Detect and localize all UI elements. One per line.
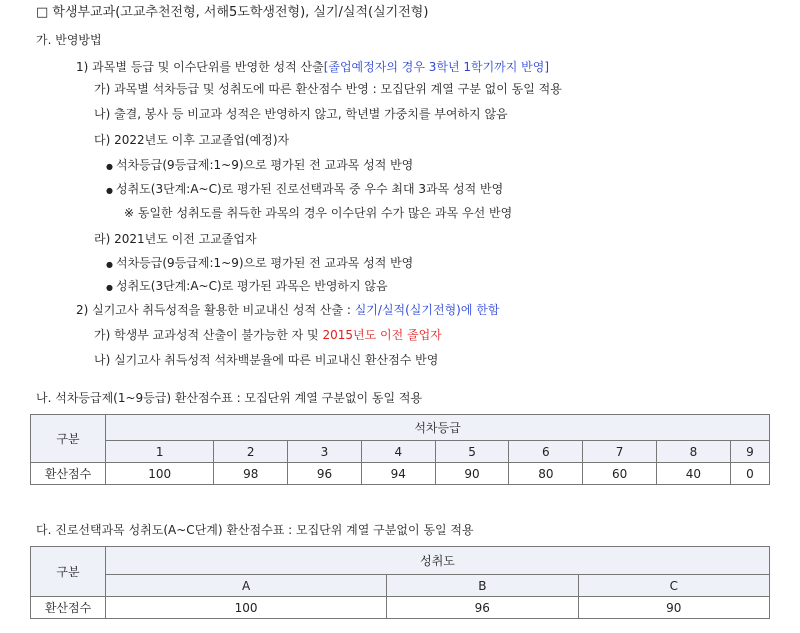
item1-ra: 라) 2021년도 이전 고교졸업자: [94, 232, 257, 246]
item2-ga-main: 가) 학생부 교과성적 산출이 불가능한 자 및: [94, 328, 323, 342]
score-cell: 94: [361, 463, 435, 485]
item2-ga: [94, 327, 442, 343]
grade-header: 9: [730, 441, 769, 463]
table1-col-label: 구분: [31, 415, 106, 463]
item2-ga-red-note: 2015년도 이전 졸업자: [322, 328, 442, 342]
item2-na: 나) 실기고사 취득성적 석차백분율에 따른 비교내신 환산점수 반영: [94, 353, 439, 367]
grade-header: 1: [106, 441, 214, 463]
score-cell: 100: [106, 597, 387, 619]
grade-header: 7: [583, 441, 657, 463]
grade-header: 4: [361, 441, 435, 463]
item1-ga: 가) 과목별 석차등급 및 성취도에 따른 환산점수 반영 : 모집단위 계열 구분 없이 동일 적용: [94, 82, 562, 96]
item1-heading: [76, 59, 549, 75]
item2-blue-note: 실기/실적(실기전형)에 한함: [354, 303, 500, 317]
table1-row-label: 환산점수: [31, 463, 106, 485]
level-header: C: [578, 575, 769, 597]
item1-da-note: ※ 동일한 성취도를 취득한 과목의 경우 이수단위 수가 많은 과목 우선 반영: [124, 206, 513, 220]
score-cell: 100: [106, 463, 214, 485]
table2-row-label: 환산점수: [31, 597, 106, 619]
item1-da-bullet1: [106, 157, 413, 175]
level-header: B: [387, 575, 578, 597]
score-cell: 96: [387, 597, 578, 619]
item1-ra-bullet1-text: 석차등급(9등급제:1~9)으로 평가된 전 교과목 성적 반영: [116, 256, 414, 270]
item2-main: 2) 실기고사 취득성적을 활용한 비교내신 성적 산출 :: [76, 303, 355, 317]
item1-main: 1) 과목별 등급 및 이수단위를 반영한 성적 산출: [76, 60, 324, 74]
score-cell: 96: [288, 463, 362, 485]
score-cell: 98: [214, 463, 288, 485]
score-cell: 90: [578, 597, 769, 619]
item2-heading: [76, 302, 499, 318]
item1-da-bullet1-text: 석차등급(9등급제:1~9)으로 평가된 전 교과목 성적 반영: [116, 158, 414, 172]
level-header: A: [106, 575, 387, 597]
item1-da-bullet2: [106, 181, 503, 199]
item1-na: 나) 출결, 봉사 등 비교과 성적은 반영하지 않고, 학년별 가중치를 부여하지 않음: [94, 107, 508, 121]
table2-col-label: 구분: [31, 547, 106, 597]
grade-score-table: [30, 414, 770, 485]
item1-ra-bullet2-text: 성취도(3단계:A~C)로 평가된 과목은 반영하지 않음: [116, 279, 388, 293]
page-title: □ 학생부교과(고교추천전형, 서해5도학생전형), 실기/실적(실기전형): [36, 5, 429, 20]
table1-group-label: 석차등급: [106, 415, 770, 441]
score-cell: 60: [583, 463, 657, 485]
grade-header: 6: [509, 441, 583, 463]
item1-da-bullet2-text: 성취도(3단계:A~C)로 평가된 진로선택과목 중 우수 최대 3과목 성적 반영: [116, 182, 504, 196]
grade-header: 3: [288, 441, 362, 463]
item1-da: 다) 2022년도 이후 고교졸업(예정)자: [94, 133, 290, 147]
item1-bracket-note: [졸업예정자의 경우 3학년 1학기까지 반영]: [323, 60, 550, 74]
table2-group-label: 성취도: [106, 547, 770, 575]
achievement-score-table: [30, 546, 770, 619]
bullet-icon: ●: [106, 283, 113, 292]
item1-ra-bullet1: [106, 255, 413, 273]
score-cell: 0: [730, 463, 769, 485]
score-cell: 40: [657, 463, 731, 485]
bullet-icon: ●: [106, 186, 113, 195]
item1-ra-bullet2: [106, 278, 388, 296]
bullet-icon: ●: [106, 260, 113, 269]
section-ga-heading: 가. 반영방법: [36, 33, 102, 47]
grade-header: 8: [657, 441, 731, 463]
bullet-icon: ●: [106, 162, 113, 171]
grade-header: 2: [214, 441, 288, 463]
score-cell: 90: [435, 463, 509, 485]
score-cell: 80: [509, 463, 583, 485]
grade-header: 5: [435, 441, 509, 463]
table2-caption: 다. 진로선택과목 성취도(A~C단계) 환산점수표 : 모집단위 계열 구분없이 동일 적용: [36, 523, 474, 537]
table1-caption: 나. 석차등급제(1~9등급) 환산점수표 : 모집단위 계열 구분없이 동일 적용: [36, 391, 423, 405]
